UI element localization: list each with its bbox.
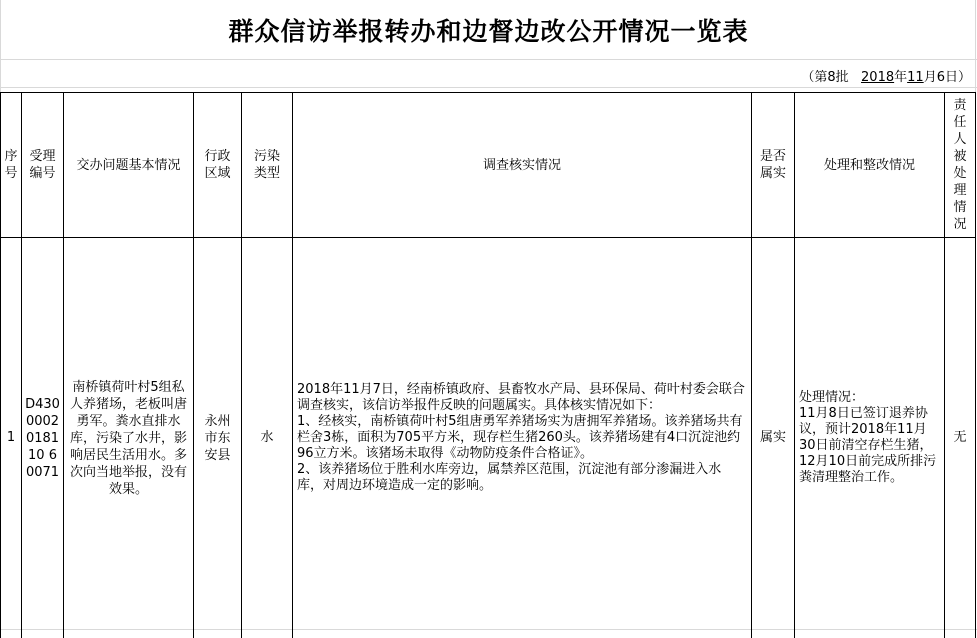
cell-verified: 属实 [759,430,786,445]
header-investigation: 调查核实情况 [482,157,561,173]
batch-year: 2018 [861,70,895,85]
header-pollution: 污染类型 [253,149,280,181]
cell-region: 永州市东安县 [204,413,231,463]
investigation-line: 2、该养猪场位于胜利水库旁边，属禁养区范围，沉淀池有部分渗漏进入水库，对周边环境造成一定的影响。 [297,462,722,493]
header-seq: 序号 [4,149,18,181]
cell-issue: 南桥镇荷叶村5组私人养猪场，老板叫唐勇军。粪水直排水库，污染了水井，影响居民生活用水。多次向当地举报，没有效果。 [70,379,188,497]
cell-case-no: D4300002018110 60071 [25,396,60,480]
handling-line: 11月8日已签订退养协议，预计2018年11月30日前清空存栏生猪，12月10日前完成所排污粪清理整治工作。 [799,406,937,485]
batch-month: 11 [907,70,924,85]
batch-day: 6日 [936,70,958,85]
cell-seq: 1 [6,430,16,445]
cell-pollution: 水 [260,430,274,445]
investigation-line: 2018年11月7日，经南桥镇政府、县畜牧水产局、县环保局、荷叶村委会联合调查核实，该信访举报件反映的问题属实。具体核实情况如下： [297,382,745,413]
cell-accountability: 无 [953,430,967,445]
cell-handling [795,238,944,638]
investigation-line: 1、经核实，南桥镇荷叶村5组唐勇军养猪场实为唐拥军养猪场。该养猪场共有栏舍3栋，面积为705平方米，现存栏生猪260头。该养猪场建有4口沉淀池约96立方米。该猪场未取得《动物防疫条件合格证》。 [297,414,743,461]
page-title: 群众信访举报转办和边督边改公开情况一览表 [228,17,749,46]
batch-label: （第8批 [801,70,849,85]
cell-investigation [293,238,751,638]
batch-date: （第8批 2018年11月6日） [801,70,971,85]
header-issue: 交办问题基本情况 [76,157,181,173]
table-border-right [975,92,976,638]
header-accountability: 责任人被处理情况 [953,98,967,232]
header-region: 行政区域 [204,149,231,181]
header-verified: 是否属实 [759,149,786,181]
grid-line [0,87,977,88]
header-handling: 处理和整改情况 [823,157,915,173]
handling-line: 处理情况： [799,390,865,405]
header-case-no: 受理编号 [29,149,56,181]
